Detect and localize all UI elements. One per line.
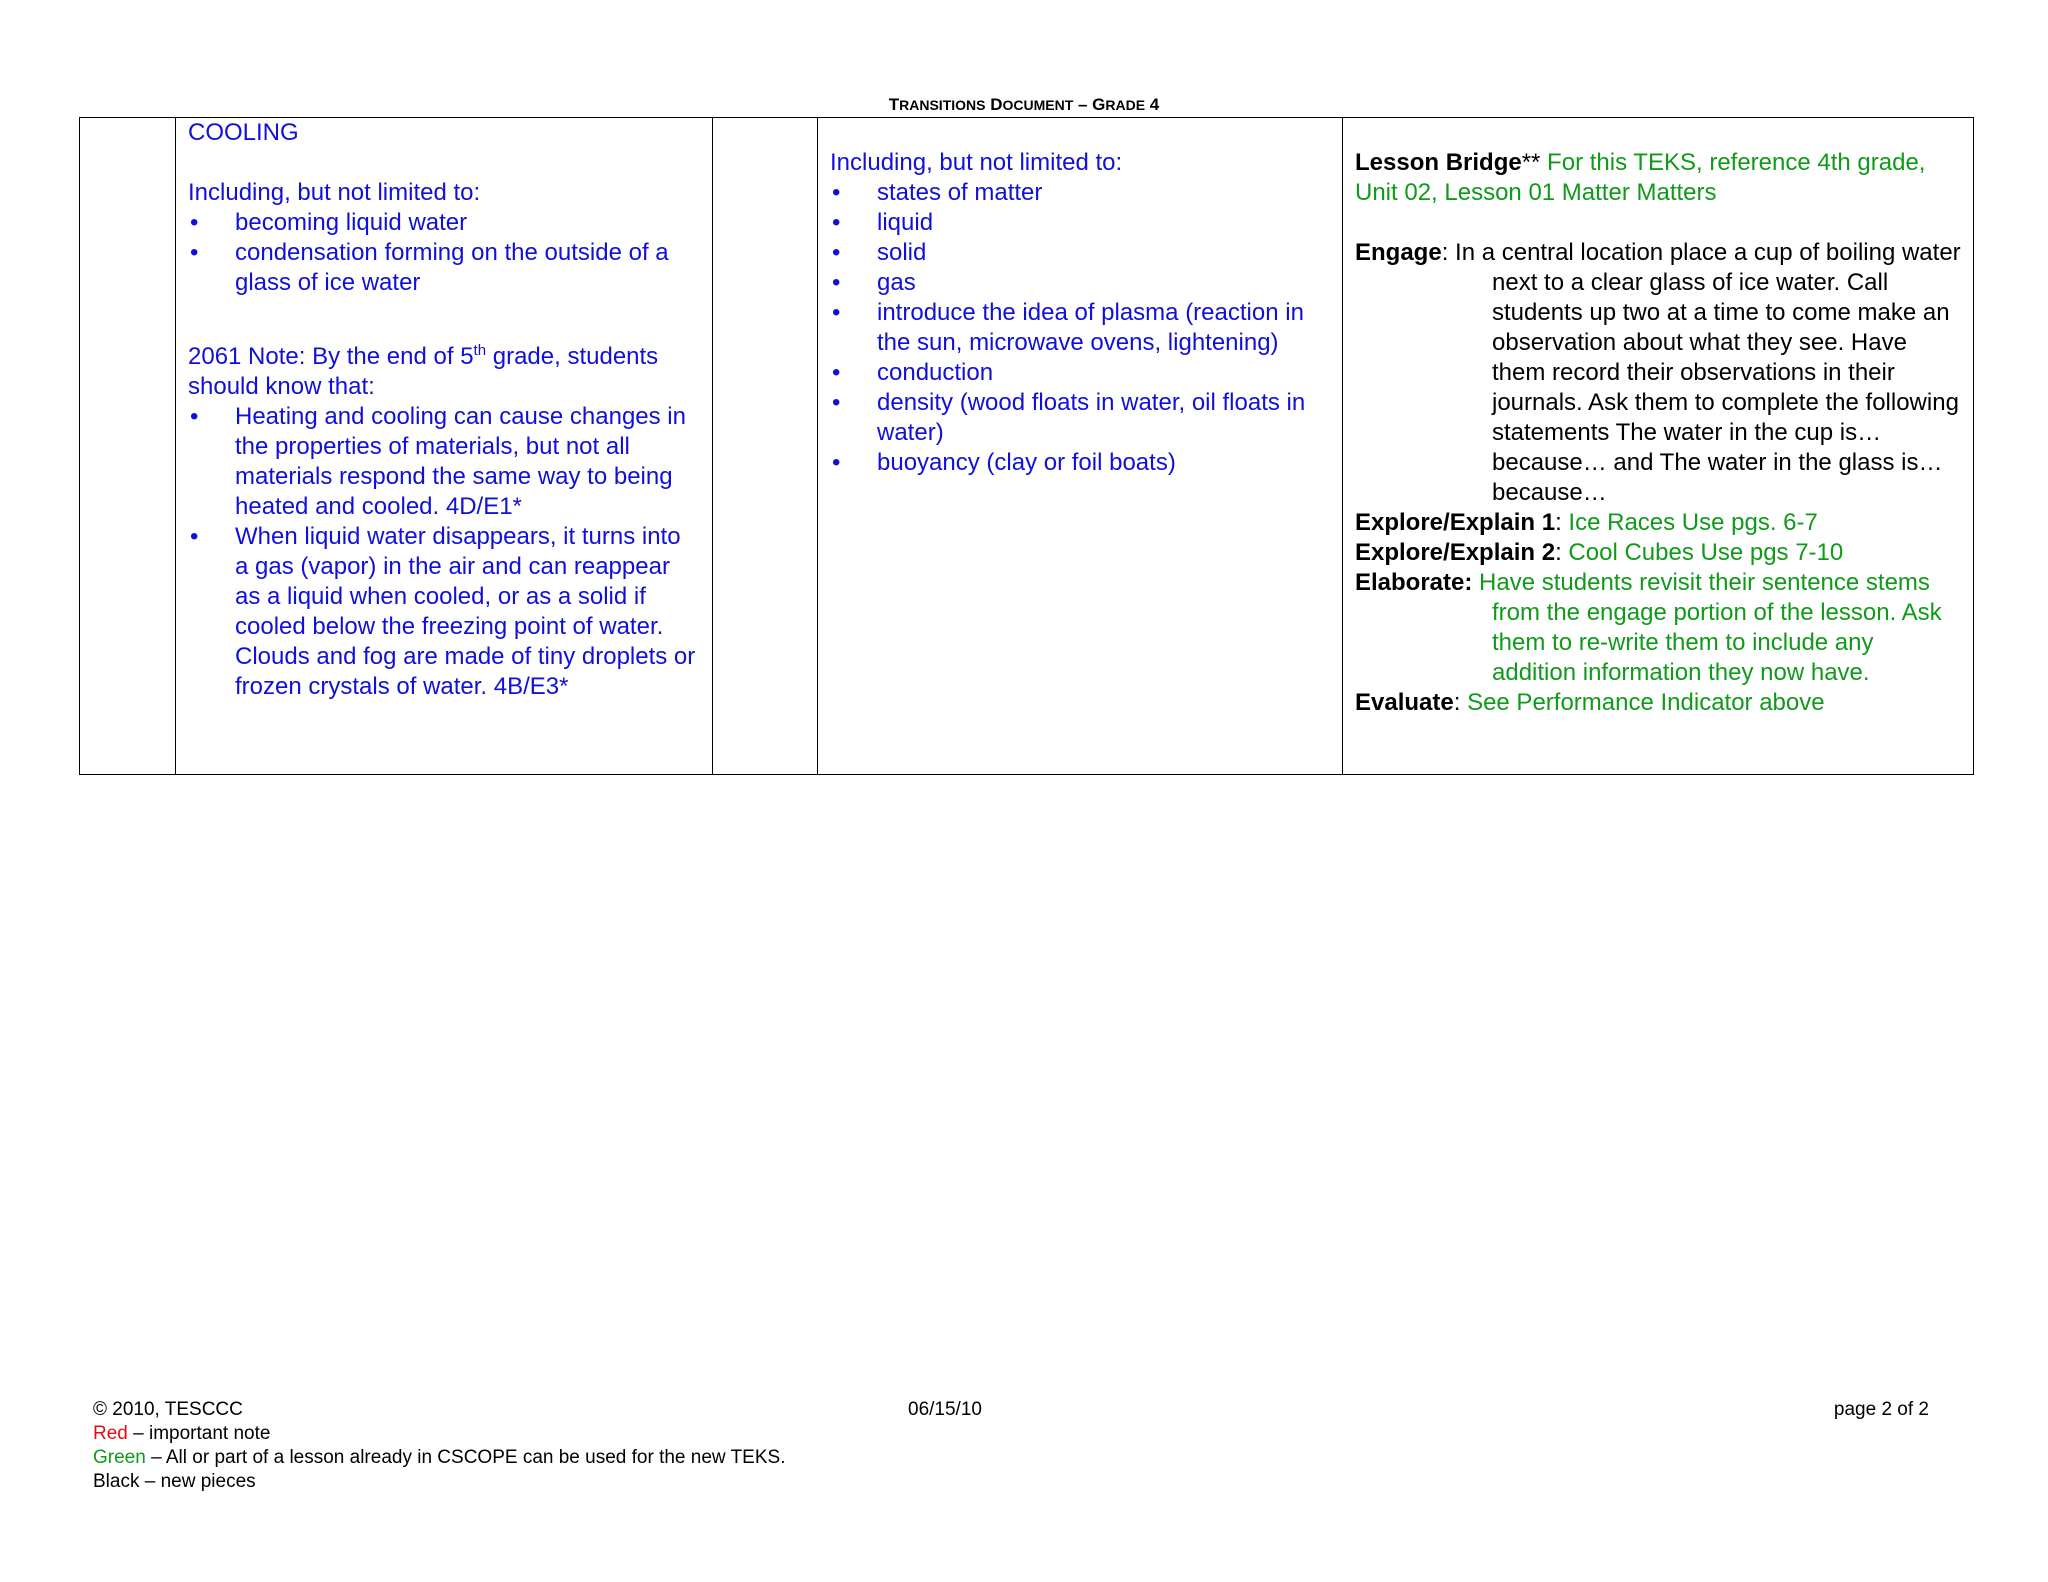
list-item: • becoming liquid water <box>188 208 700 238</box>
legend-black: Black – new pieces <box>93 1471 256 1492</box>
document-header <box>0 95 2048 115</box>
including-label: Including, but not limited to: <box>188 179 481 206</box>
engage-label: Engage <box>1355 239 1442 266</box>
footer-page-number: page 2 of 2 <box>1833 1399 1929 1420</box>
engage-text: : In a central location place a cup of boiling water next to a clear glass of ice water. Call students up two at a time to come make an observation about what they see. Have them record their observations in their journals. Ask them to complete the following statements The water in the cup is…because… and The water in the glass is…because… <box>1441 239 1961 506</box>
explore2-colon: : <box>1555 539 1569 566</box>
explore2-label: Explore/Explain 2 <box>1355 539 1556 566</box>
legend-red-text: – important note <box>127 1423 271 1444</box>
list-item: • conduction <box>830 358 1330 388</box>
curriculum-table <box>79 117 1974 775</box>
lesson-cell <box>1343 118 1974 775</box>
list-item: • states of matter <box>830 178 1330 208</box>
header-title-part: RADE <box>1105 97 1146 113</box>
footer-date: 06/15/10 <box>908 1399 982 1420</box>
header-title-part: T <box>888 95 900 114</box>
list-item: • condensation forming on the outside of a glass of ice water <box>188 238 700 298</box>
lesson-bridge-label: Lesson Bridge <box>1355 149 1522 176</box>
header-title-part: OCUMENT <box>1002 97 1074 113</box>
header-title-part: RANSITIONS <box>899 97 986 113</box>
lesson-bridge-stars: ** <box>1521 149 1541 176</box>
engage-block <box>1355 238 1961 508</box>
explore-explain-1 <box>1355 508 1961 538</box>
note-bullet-list <box>188 402 700 702</box>
header-title-part: 4 <box>1145 95 1160 114</box>
list-item: • buoyancy (clay or foil boats) <box>830 448 1330 478</box>
legend-green-word: Green <box>93 1447 146 1468</box>
evaluate-block <box>1355 688 1961 718</box>
legend-green-text: – All or part of a lesson already in CSCOPE can be used for the new TEKS. <box>145 1447 786 1468</box>
specifics-bullet-list <box>830 178 1330 478</box>
cooling-cell <box>176 118 713 775</box>
list-item: • Heating and cooling can cause changes in the properties of materials, but not all materials respond the same way to being heated and cooled. 4D/E1* <box>188 402 700 522</box>
note-text: 2061 Note: By the end of 5 <box>188 343 474 370</box>
evaluate-label: Evaluate <box>1355 689 1454 716</box>
header-title-part: D <box>985 95 1003 114</box>
table-row <box>80 118 1974 775</box>
explore1-colon: : <box>1555 509 1569 536</box>
lesson-bridge-text: For this TEKS, reference 4th grade, Unit 02, Lesson 01 Matter Matters <box>1355 149 1926 206</box>
evaluate-colon: : <box>1453 689 1468 716</box>
note-superscript: th <box>473 342 487 359</box>
elaborate-text: Have students revisit their sentence stems from the engage portion of the lesson. Ask them to re-write them to include any addition information they now have. <box>1472 569 1942 686</box>
explore-explain-2 <box>1355 538 1961 568</box>
list-item: • gas <box>830 268 1330 298</box>
empty-cell-3 <box>713 118 818 775</box>
empty-cell-1 <box>80 118 176 775</box>
including-label: Including, but not limited to: <box>830 149 1123 176</box>
cooling-heading: COOLING <box>188 119 299 146</box>
list-item: • solid <box>830 238 1330 268</box>
list-item: • introduce the idea of plasma (reaction in the sun, microwave ovens, lightening) <box>830 298 1330 358</box>
specifics-cell <box>818 118 1343 775</box>
evaluate-text: See Performance Indicator above <box>1467 689 1825 716</box>
legend-green <box>93 1446 785 1470</box>
explore1-text: Ice Races Use pgs. 6-7 <box>1568 509 1818 536</box>
footer-copyright: © 2010, TESCCC <box>93 1399 243 1420</box>
lesson-bridge <box>1355 148 1961 208</box>
elaborate-label: Elaborate: <box>1355 569 1473 596</box>
explore2-text: Cool Cubes Use pgs 7-10 <box>1568 539 1844 566</box>
elaborate-block <box>1355 568 1961 688</box>
list-item: • density (wood floats in water, oil floats in water) <box>830 388 1330 448</box>
header-title-part: – G <box>1073 95 1106 114</box>
legend-red-word: Red <box>93 1423 128 1444</box>
list-item: • liquid <box>830 208 1330 238</box>
explore1-label: Explore/Explain 1 <box>1355 509 1556 536</box>
list-item: • When liquid water disappears, it turns into a gas (vapor) in the air and can reappear as a liquid when cooled, or as a solid if cooled below the freezing point of water. Clouds and fog are made of tiny droplets or frozen crystals of water. 4B/E3* <box>188 522 700 702</box>
note-2061 <box>188 342 700 402</box>
note-text: grade, students should know that: <box>188 343 659 400</box>
legend-red <box>93 1422 270 1446</box>
cooling-bullet-list <box>188 208 700 298</box>
